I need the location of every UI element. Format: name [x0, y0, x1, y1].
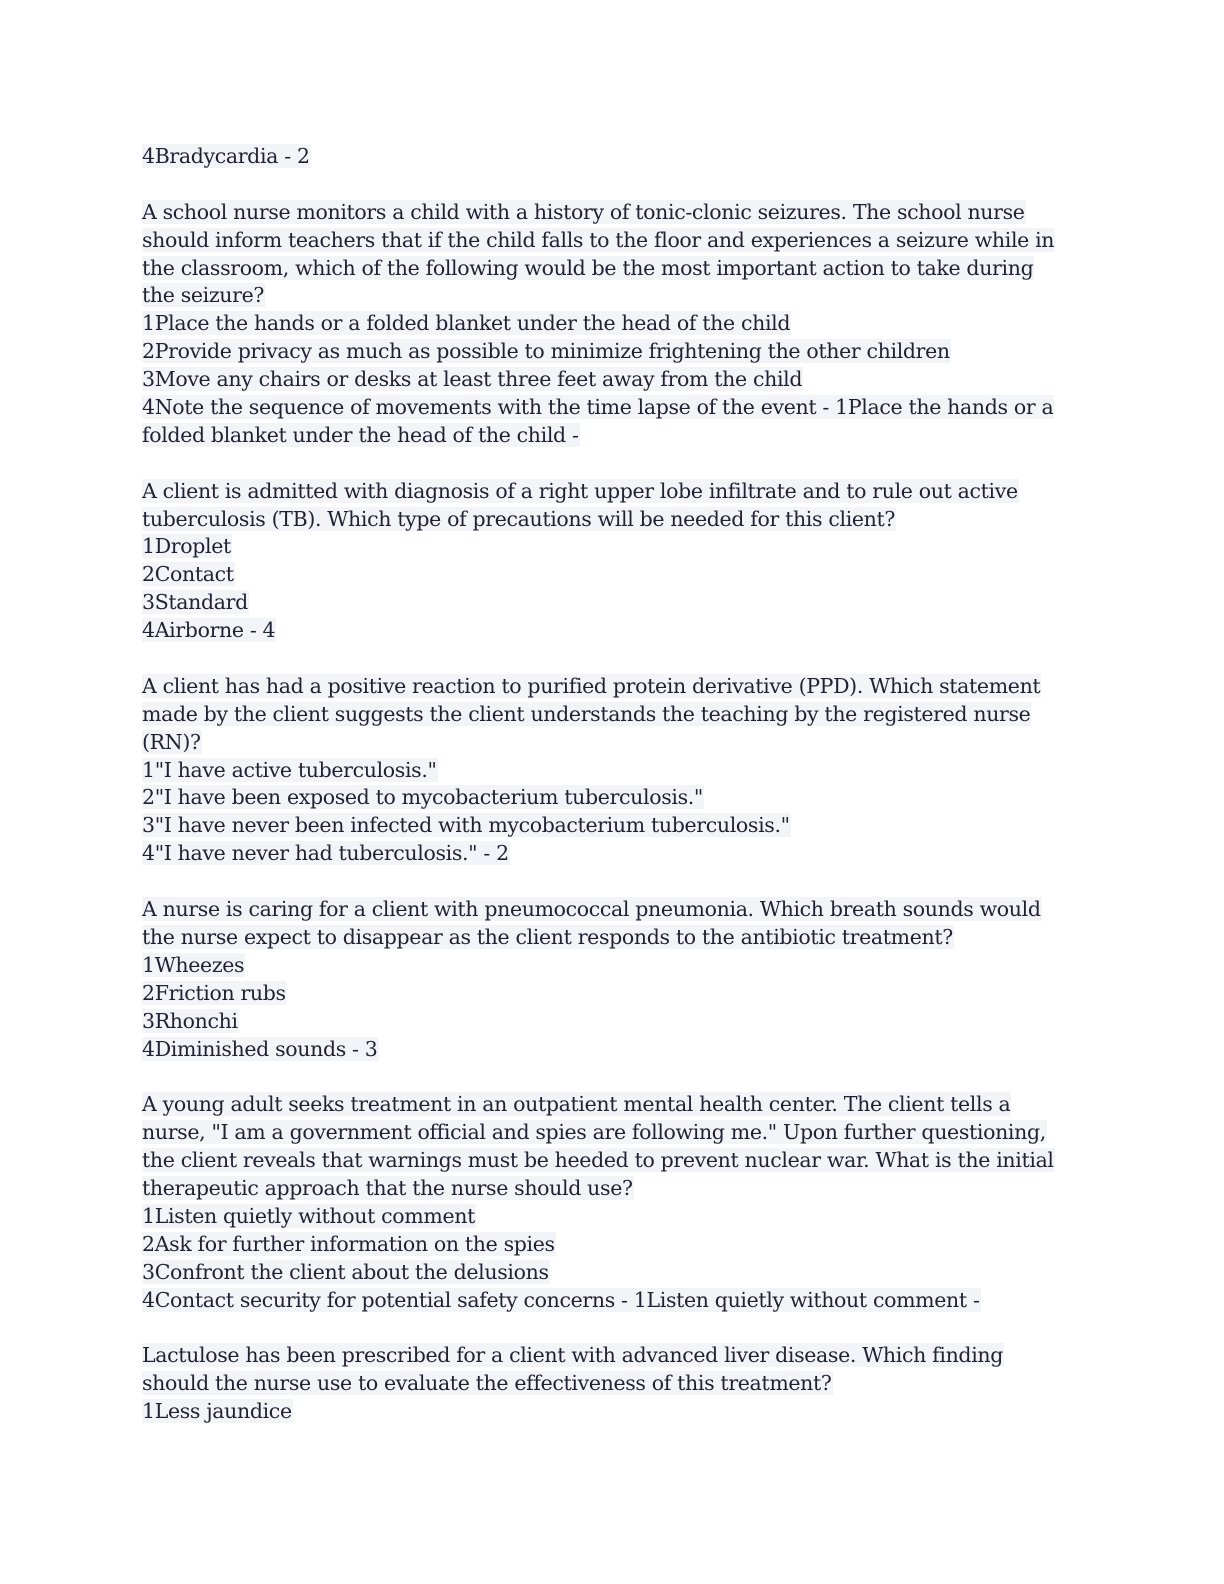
option-line: 1Less jaundice — [142, 1399, 292, 1424]
option-line: 2Provide privacy as much as possible to minimize frightening the other children — [142, 339, 950, 364]
option-line: 1Wheezes — [142, 952, 245, 977]
option-line: 3Move any chairs or desks at least three feet away from the child — [142, 367, 803, 392]
question-line: should inform teachers that if the child falls to the floor and experiences a seizure while in — [142, 227, 1055, 252]
option-line: 2"I have been exposed to mycobacterium tuberculosis." — [142, 785, 704, 810]
question-line: the seizure? — [142, 283, 265, 308]
question-line: the client reveals that warnings must be heeded to prevent nuclear war. What is the initial — [142, 1148, 1054, 1173]
option-line: 1Place the hands or a folded blanket under the head of the child — [142, 311, 791, 336]
question-lactulose — [142, 1342, 1062, 1426]
paragraph-gap — [142, 1063, 1062, 1091]
question-line: should the nurse use to evaluate the effectiveness of this treatment? — [142, 1371, 832, 1396]
option-line: 2Friction rubs — [142, 980, 286, 1005]
option-line: 3"I have never been infected with mycobacterium tuberculosis." — [142, 813, 790, 838]
option-line: 1"I have active tuberculosis." — [142, 757, 437, 782]
option-line: 2Contact — [142, 562, 234, 587]
question-delusions — [142, 1091, 1062, 1314]
question-line: tuberculosis (TB). Which type of precautions will be needed for this client? — [142, 506, 896, 531]
question-tuberculosis-precautions — [142, 478, 1062, 645]
question-line: A client has had a positive reaction to purified protein derivative (PPD). Which statement — [142, 673, 1041, 698]
option-line: 2Ask for further information on the spies — [142, 1231, 555, 1256]
question-pneumonia — [142, 896, 1062, 1063]
document-page — [142, 143, 1062, 1426]
question-line: A nurse is caring for a client with pneumococcal pneumonia. Which breath sounds would — [142, 897, 1041, 922]
option-line: 3Confront the client about the delusions — [142, 1259, 549, 1284]
question-line: made by the client suggests the client understands the teaching by the registered nurse — [142, 701, 1031, 726]
option-line: 4Note the sequence of movements with the time lapse of the event - 1Place the hands or a — [142, 395, 1054, 420]
text-line: 4Bradycardia - 2 — [142, 144, 310, 168]
question-line: A young adult seeks treatment in an outpatient mental health center. The client tells a — [142, 1092, 1011, 1117]
option-line: 4Airborne - 4 — [142, 618, 276, 643]
question-line: nurse, "I am a government official and spies are following me." Upon further questioning, — [142, 1120, 1046, 1145]
question-line: the nurse expect to disappear as the client responds to the antibiotic treatment? — [142, 924, 953, 949]
question-line: A client is admitted with diagnosis of a right upper lobe infiltrate and to rule out active — [142, 478, 1018, 503]
paragraph-gap — [142, 868, 1062, 896]
answer-fragment — [142, 143, 1062, 171]
option-line: 4Diminished sounds - 3 — [142, 1036, 378, 1061]
question-line: Lactulose has been prescribed for a client with advanced liver disease. Which finding — [142, 1343, 1004, 1368]
option-line: 4"I have never had tuberculosis." - 2 — [142, 841, 509, 866]
option-line: 1Droplet — [142, 534, 231, 559]
option-line: 1Listen quietly without comment — [142, 1203, 475, 1228]
option-line: 3Rhonchi — [142, 1008, 238, 1033]
paragraph-gap — [142, 450, 1062, 478]
question-line: the classroom, which of the following would be the most important action to take during — [142, 255, 1034, 280]
question-seizure — [142, 199, 1062, 450]
paragraph-gap — [142, 171, 1062, 199]
question-line: A school nurse monitors a child with a history of tonic-clonic seizures. The school nurse — [142, 199, 1025, 224]
question-line: therapeutic approach that the nurse should use? — [142, 1175, 633, 1200]
option-line: 4Contact security for potential safety concerns - 1Listen quietly without comment - — [142, 1287, 980, 1312]
option-line: folded blanket under the head of the child - — [142, 422, 579, 447]
question-line: (RN)? — [142, 729, 201, 754]
question-ppd — [142, 673, 1062, 868]
paragraph-gap — [142, 1314, 1062, 1342]
paragraph-gap — [142, 645, 1062, 673]
option-line: 3Standard — [142, 590, 248, 615]
